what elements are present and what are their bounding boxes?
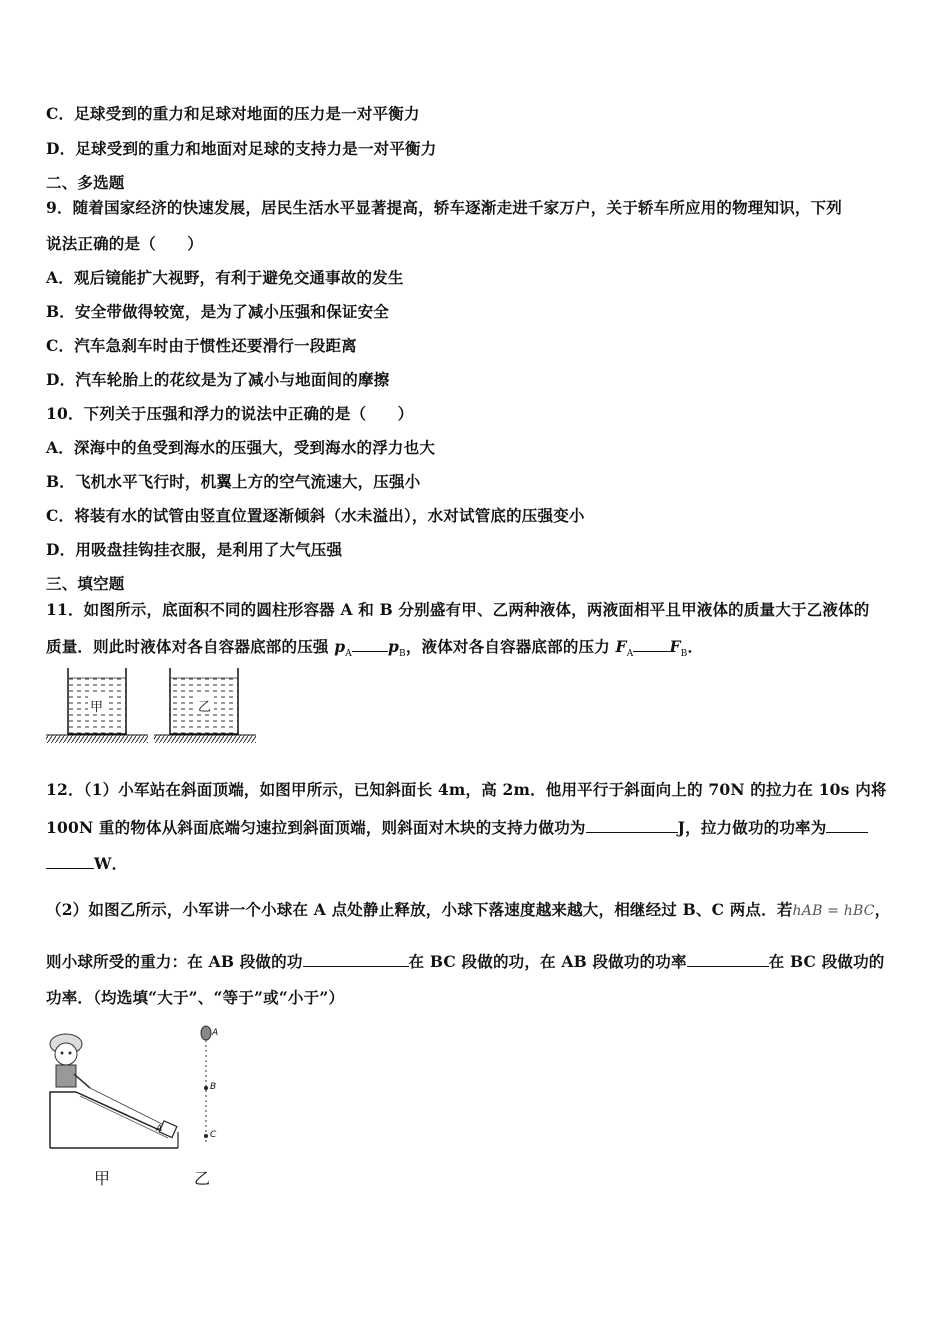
q9-option-c: C．汽车急刹车时由于惯性还要滑行一段距离 [46, 336, 357, 355]
q11-stem-line2: 质量．则此时液体对各自容器底部的压强 $p_A$ $p_B$，液体对各自容器底部的压力 $F_A$ $F_B$． [46, 637, 704, 660]
q10-option-c: C．将装有水的试管由竖直位置逐渐倾斜（水未溢出），水对试管底的压强变小 [46, 506, 585, 525]
section-fill-blank-title: 三、填空题 [46, 574, 125, 593]
q12-blank-power-b[interactable] [46, 854, 94, 869]
q9-stem-line1: 9．随着国家经济的快速发展，居民生活水平显著提高，轿车逐渐走进千家万户，关于轿车所应用的物理知识，下列 [46, 198, 842, 217]
q12-blank-power-a[interactable] [826, 818, 868, 833]
q12-line6: 功率．（均选填“大于”、“等于”或“小于”） [46, 988, 345, 1007]
point-b [204, 1086, 208, 1090]
q10-option-d: D．用吸盘挂钩挂衣服，是利用了大气压强 [46, 540, 343, 559]
q11-blank-force[interactable] [633, 637, 669, 652]
q11-containers-figure [44, 664, 260, 746]
q9-option-b: B．安全带做得较宽，是为了减小压强和保证安全 [46, 302, 390, 321]
q12-line5: 则小球所受的重力：在 AB 段做的功 在 BC 段做的功，在 AB 段做功的功率 在 BC 段做功的 [46, 952, 885, 971]
q12-blank-support-work[interactable] [586, 818, 678, 833]
caption-yi: 乙 [194, 1169, 211, 1188]
q12-blank-work-compare[interactable] [303, 952, 409, 967]
q9-stem-line2: 说法正确的是（ ） [46, 234, 204, 253]
q10-option-a: A．深海中的鱼受到海水的压强大，受到海水的浮力也大 [46, 438, 436, 457]
q9-option-d: D．汽车轮胎上的花纹是为了减小与地面间的摩擦 [46, 370, 390, 389]
q12-line2: 100N 重的物体从斜面底端匀速拉到斜面顶端，则斜面对木块的支持力做功为 J，拉力做功的功率为 [46, 816, 868, 838]
label-point-b: B [210, 1082, 217, 1092]
caption-jia: 甲 [94, 1169, 111, 1188]
person-icon [50, 1034, 90, 1088]
q11-blank-pressure[interactable] [352, 637, 388, 652]
q10-option-b: B．飞机水平飞行时，机翼上方的空气流速大，压强小 [46, 472, 421, 491]
ground-right [154, 735, 256, 743]
ball-icon [201, 1026, 211, 1040]
label-point-a: A [212, 1028, 219, 1038]
section-multi-choice-title: 二、多选题 [46, 173, 125, 192]
q10-stem: 10．下列关于压强和浮力的说法中正确的是（ ） [46, 404, 414, 423]
q12-blank-power-compare[interactable] [687, 952, 769, 967]
q11-stem-line1: 11．如图所示，底面积不同的圆柱形容器 A 和 B 分别盛有甲、乙两种液体，两液面相平且甲液体的质量大于乙液体的 [46, 600, 870, 619]
q9-option-a: A．观后镜能扩大视野，有利于避免交通事故的发生 [46, 268, 404, 287]
q12-line4: （2）如图乙所示，小军讲一个小球在 A 点处静止释放，小球下落速度越来越大，相继经过 B、C 两点．若hAB = hBC， [46, 900, 891, 919]
formula-hab-equals-hbc: hAB = hBC [792, 903, 875, 919]
ground-left [46, 735, 148, 743]
label-point-c: C [210, 1130, 217, 1140]
label-liquid-yi: 乙 [198, 700, 212, 715]
q8-option-c: C．足球受到的重力和足球对地面的压力是一对平衡力 [46, 104, 420, 123]
label-block-a: A [156, 1124, 163, 1134]
label-liquid-jia: 甲 [90, 700, 104, 715]
q12-line1: 12．（1）小军站在斜面顶端，如图甲所示，已知斜面长 4m，高 2m．他用平行于斜面向上的 70N 的拉力在 10s 内将 [46, 780, 887, 799]
q12-line3: W． [46, 852, 127, 874]
point-c [204, 1134, 208, 1138]
q8-option-d: D．足球受到的重力和地面对足球的支持力是一对平衡力 [46, 139, 437, 158]
q12-figure-incline [44, 1022, 184, 1154]
